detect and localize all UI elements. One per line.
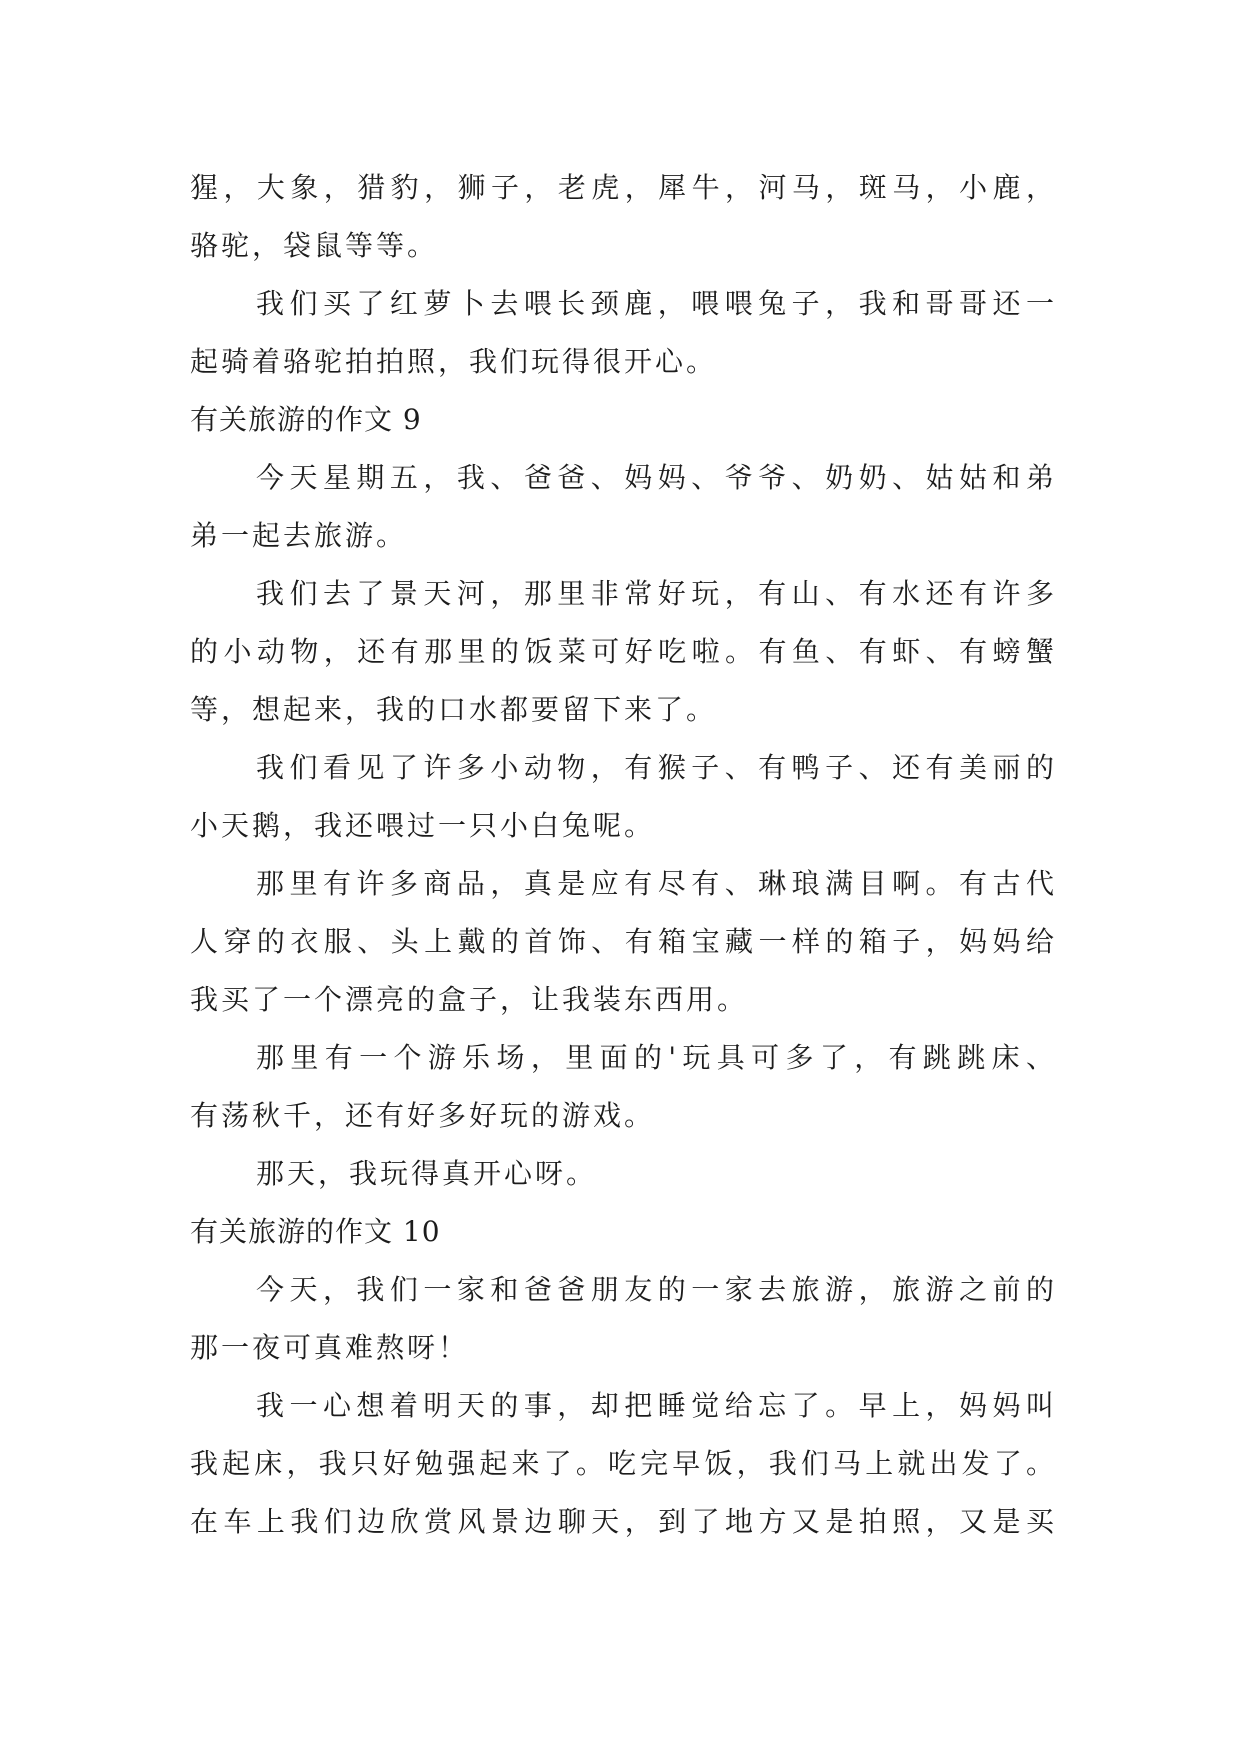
paragraph-line: 我一心想着明天的事，却把睡觉给忘了。早上，妈妈叫 xyxy=(256,1389,1057,1422)
paragraph-line: 今天，我们一家和爸爸朋友的一家去旅游，旅游之前的 xyxy=(256,1273,1057,1306)
paragraph xyxy=(190,739,1057,855)
paragraph-line: 等，想起来，我的口水都要留下来了。 xyxy=(190,693,718,726)
paragraph-line: 在车上我们边欣赏风景边聊天，到了地方又是拍照，又是买 xyxy=(190,1505,1057,1538)
paragraph-line: 弟一起去旅游。 xyxy=(190,519,408,552)
essay-9-section xyxy=(190,391,1057,1203)
essay-heading: 有关旅游的作文 9 xyxy=(190,403,422,436)
essay-8-section xyxy=(190,159,1057,391)
paragraph-line: 起骑着骆驼拍拍照，我们玩得很开心。 xyxy=(190,345,718,378)
paragraph-line: 人穿的衣服、头上戴的首饰、有箱宝藏一样的箱子，妈妈给 xyxy=(190,925,1057,958)
paragraph-line: 我们去了景天河，那里非常好玩，有山、有水还有许多 xyxy=(256,577,1057,610)
paragraph xyxy=(190,1145,1057,1203)
paragraph-line: 那一夜可真难熬呀！ xyxy=(190,1331,470,1364)
paragraph-line: 那里有一个游乐场，里面的'玩具可多了，有跳跳床、 xyxy=(256,1041,1057,1074)
paragraph-line: 我们看见了许多小动物，有猴子、有鸭子、还有美丽的 xyxy=(256,751,1057,784)
paragraph-line: 小天鹅，我还喂过一只小白兔呢。 xyxy=(190,809,656,842)
paragraph-line: 那里有许多商品，真是应有尽有、琳琅满目啊。有古代 xyxy=(256,867,1057,900)
document-body xyxy=(190,159,1057,1551)
paragraph xyxy=(190,565,1057,739)
paragraph xyxy=(190,275,1057,391)
paragraph-line: 我买了一个漂亮的盒子，让我装东西用。 xyxy=(190,983,749,1016)
paragraph-line: 猩，大象，猎豹，狮子，老虎，犀牛，河马，斑马，小鹿， xyxy=(190,171,1057,204)
essay-heading: 有关旅游的作文 10 xyxy=(190,1215,441,1248)
paragraph xyxy=(190,1377,1057,1551)
paragraph-line: 的小动物，还有那里的饭菜可好吃啦。有鱼、有虾、有螃蟹 xyxy=(190,635,1057,668)
paragraph xyxy=(190,1029,1057,1145)
paragraph-line: 今天星期五，我、爸爸、妈妈、爷爷、奶奶、姑姑和弟 xyxy=(256,461,1057,494)
paragraph-line: 那天，我玩得真开心呀。 xyxy=(256,1157,598,1190)
paragraph-line: 骆驼，袋鼠等等。 xyxy=(190,229,439,262)
paragraph xyxy=(190,855,1057,1029)
essay-10-section xyxy=(190,1203,1057,1551)
paragraph-line: 我起床，我只好勉强起来了。吃完早饭，我们马上就出发了。 xyxy=(190,1447,1057,1480)
paragraph-line: 我们买了红萝卜去喂长颈鹿，喂喂兔子，我和哥哥还一 xyxy=(256,287,1057,320)
paragraph xyxy=(190,159,1057,275)
paragraph-line: 有荡秋千，还有好多好玩的游戏。 xyxy=(190,1099,656,1132)
paragraph xyxy=(190,449,1057,565)
paragraph xyxy=(190,1261,1057,1377)
